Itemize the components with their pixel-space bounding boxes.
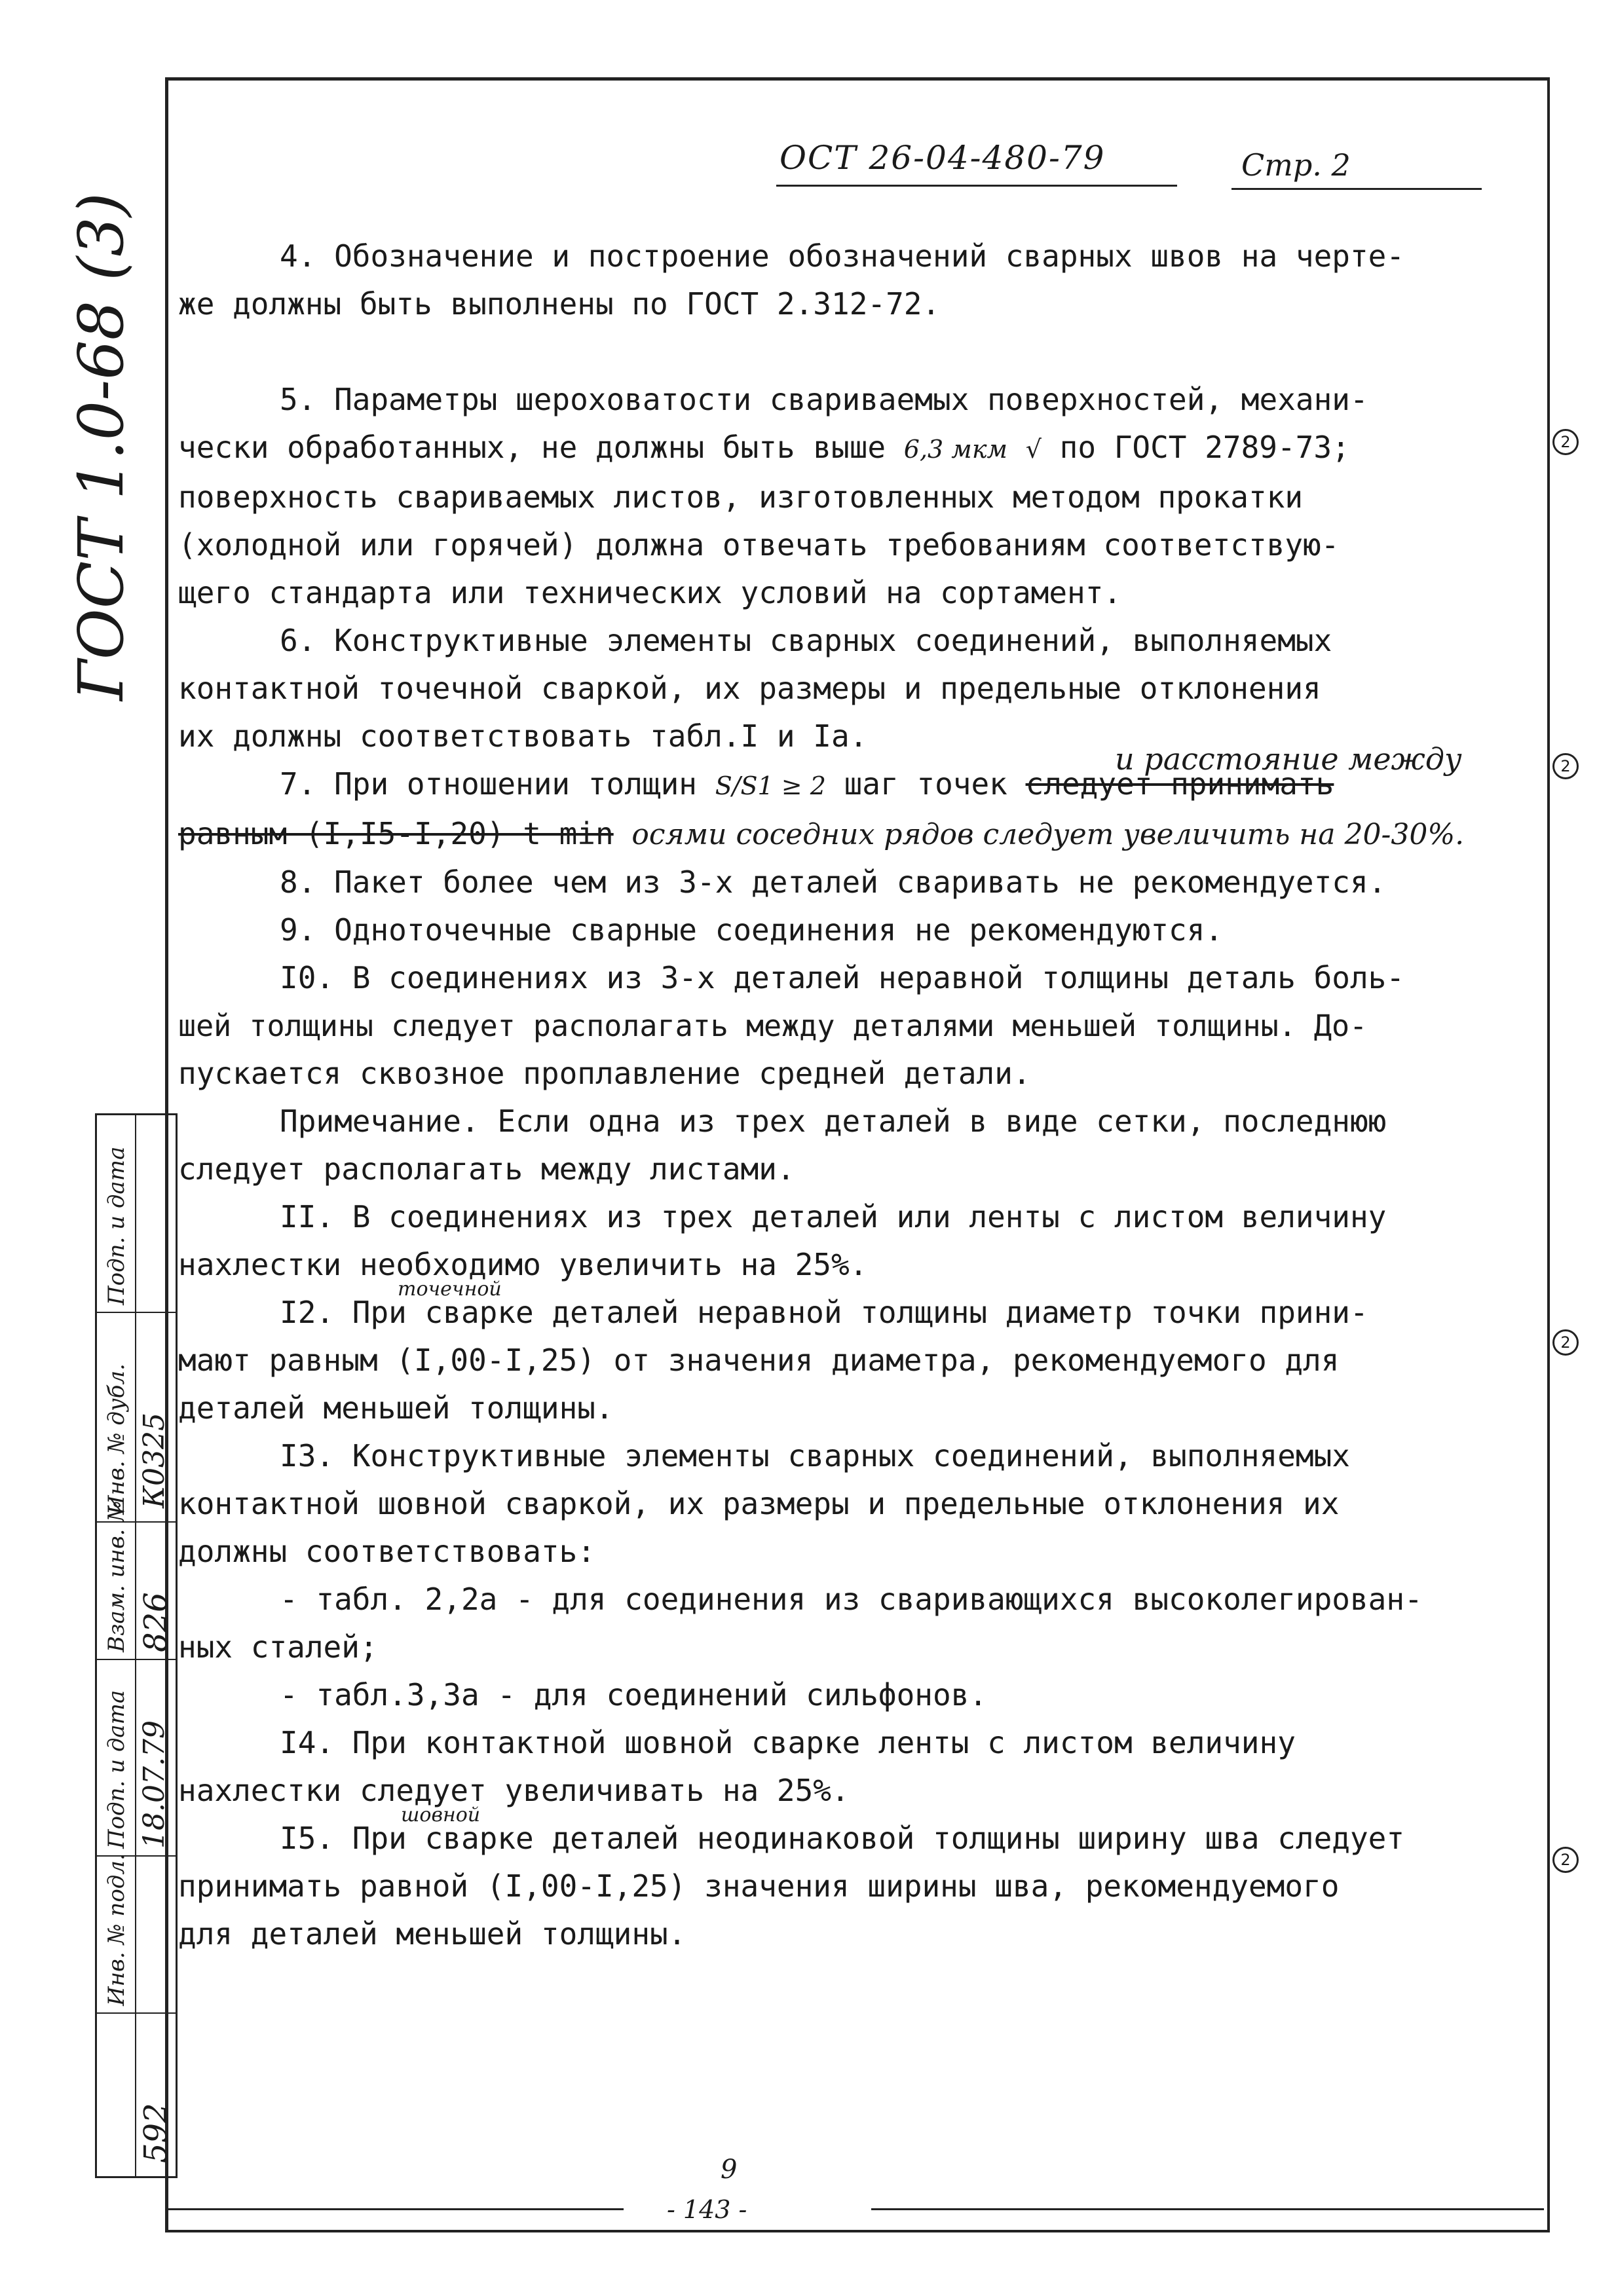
page-label: Стр. 2 [1241, 147, 1351, 183]
para-7-text-b: шаг точек [844, 766, 1007, 802]
handwritten-insert-tochechnoy: точечной [398, 1278, 502, 1301]
para-4-line-2: же должны быть выполнены по ГОСТ 2.312-72. [178, 286, 941, 322]
para-15-line-2: принимать равной (I,00-I,25) значения ширины шва, рекомендуемого [178, 1868, 1340, 1904]
para-6-line-3: их должны соответствовать табл.I и Iа. [178, 718, 868, 754]
para-7-line-1 [178, 741, 1524, 810]
para-11-line-2: нахлестки необходимо увеличить на 25%. [178, 1247, 868, 1282]
registry-header-repl-inv: Взам. инв. № [103, 1500, 130, 1652]
para-14-line-2: нахлестки следует увеличивать на 25%. [178, 1773, 850, 1808]
para-12-line-1-text: I2. При сварке деталей неравной толщины диаметр точки прини- [280, 1295, 1368, 1330]
para-11-line-1: II. В соединениях из трех деталей или ленты с листом величину [280, 1199, 1387, 1234]
document-body [178, 232, 1524, 1958]
para-5-line-2-end: по ГОСТ 2789-73; [1059, 430, 1350, 465]
para-5-line-2 [178, 424, 1524, 473]
para-15-line-1-text: I5. При сварке деталей неодинаковой толщины ширину шва следует [280, 1821, 1405, 1856]
para-10-line-1: I0. В соединениях из 3-х деталей неравной толщины деталь боль- [280, 960, 1405, 995]
para-10-line-3: пускается сквозное проплавление средней детали. [178, 1056, 1031, 1091]
registry-divider-1 [97, 1312, 176, 1313]
registry-value-dup-inv: К0325 [138, 1412, 171, 1508]
para-6-line-2: контактной точечной сваркой, их размеры и предельные отклонения [178, 671, 1321, 706]
footer-page-number: - 143 - [667, 2195, 747, 2224]
para-9: 9. Одноточечные сварные соединения не рекомендуются. [280, 912, 1224, 948]
para-13-line-3: должны соответствовать: [178, 1534, 595, 1569]
thickness-ratio: S/S1 ≥ 2 [715, 771, 826, 800]
para-7-struck-1: следует принимать [1025, 766, 1334, 802]
para-5-line-5: щего стандарта или технических условий на сортамент. [178, 575, 1122, 610]
para-5-line-4: (холодной или горячей) должна отвечать требованиям соответствую- [178, 527, 1340, 563]
registry-divider-3 [97, 1659, 176, 1660]
document-number: ОСТ 26-04-480-79 [780, 139, 1106, 177]
revision-mark-1: 2 [1552, 429, 1579, 455]
para-13-line-1: I3. Конструктивные элементы сварных соединений, выполняемых [280, 1438, 1350, 1473]
footer-line-right [871, 2208, 1544, 2210]
blank-line [178, 328, 1524, 376]
handwritten-insert-2: осями соседних рядов следует увеличить на 20-30%. [631, 818, 1465, 851]
para-12-line-1 [178, 1278, 1524, 1337]
para-13-line-6: - табл.3,3а - для соединений сильфонов. [280, 1677, 988, 1713]
note-line-2: следует располагать между листами. [178, 1151, 795, 1187]
registry-header-sign-date-2: Подп. и дата [103, 1146, 130, 1305]
para-5-line-2-text: чески обработанных, не должны быть выше [178, 430, 886, 465]
para-13-line-5: ных сталей; [178, 1629, 378, 1665]
para-4-line-1: 4. Обозначение и построение обозначений сварных швов на черте- [280, 238, 1405, 274]
registry-divider-5 [97, 2012, 176, 2014]
revision-mark-4: 2 [1552, 1847, 1579, 1873]
footer-small-mark: 9 [721, 2155, 738, 2185]
para-15-line-3: для деталей меньшей толщины. [178, 1916, 686, 1952]
revision-mark-3: 2 [1552, 1329, 1579, 1356]
footer-line-left [165, 2208, 624, 2210]
registry-header-dup-inv: Инв. № дубл. [103, 1363, 130, 1515]
roughness-symbol: √ [1025, 435, 1042, 464]
registry-value-orig-inv: 592 [138, 2103, 174, 2163]
handwritten-insert-shovnoy: шовной [401, 1804, 481, 1826]
para-14-line-1: I4. При контактной шовной сварке ленты с листом величину [280, 1725, 1296, 1760]
para-12-line-3: деталей меньшей толщины. [178, 1390, 614, 1426]
side-stamp-text: ГОСТ 1.0-68 (3) [66, 193, 138, 701]
registry-table [95, 1113, 178, 2178]
para-5-line-3: поверхность свариваемых листов, изготовленных методом прокатки [178, 479, 1304, 515]
para-6-line-1: 6. Конструктивные элементы сварных соединений, выполняемых [280, 623, 1332, 658]
revision-mark-2: 2 [1552, 753, 1579, 779]
para-12-line-2: мают равным (I,00-I,25) от значения диаметра, рекомендуемого для [178, 1342, 1340, 1378]
header-underline [776, 185, 1177, 187]
para-7-line-2 [178, 810, 1524, 859]
registry-value-repl-inv: 826 [138, 1592, 174, 1652]
page-label-underline [1231, 188, 1482, 190]
para-13-line-4: - табл. 2,2а - для соединения из сваривающихся высоколегирован- [280, 1582, 1423, 1617]
para-10-line-2: шей толщины следует располагать между деталями меньшей толщины. До- [178, 1009, 1368, 1043]
registry-header-orig-inv: Инв. № подл. [103, 1853, 130, 2006]
note-line-1: Примечание. Если одна из трех деталей в виде сетки, последнюю [280, 1103, 1387, 1139]
para-7-struck-2: равным (I,I5-I,20) t min [178, 816, 614, 851]
para-13-line-2: контактной шовной сваркой, их размеры и предельные отклонения их [178, 1486, 1340, 1521]
para-7-text-a: 7. При отношении толщин [280, 766, 697, 802]
registry-value-date: 18.07.79 [138, 1720, 171, 1849]
para-5-line-1: 5. Параметры шероховатости свариваемых поверхностей, механи- [280, 382, 1368, 417]
roughness-old: 6,3 мкм [903, 435, 1008, 464]
registry-header-sign-date-1: Подп. и дата [103, 1690, 130, 1849]
handwritten-insert-1: и расстояние между [1115, 741, 1462, 777]
para-8: 8. Пакет более чем из 3-х деталей сваривать не рекомендуется. [280, 864, 1387, 900]
para-15-line-1 [178, 1804, 1524, 1862]
